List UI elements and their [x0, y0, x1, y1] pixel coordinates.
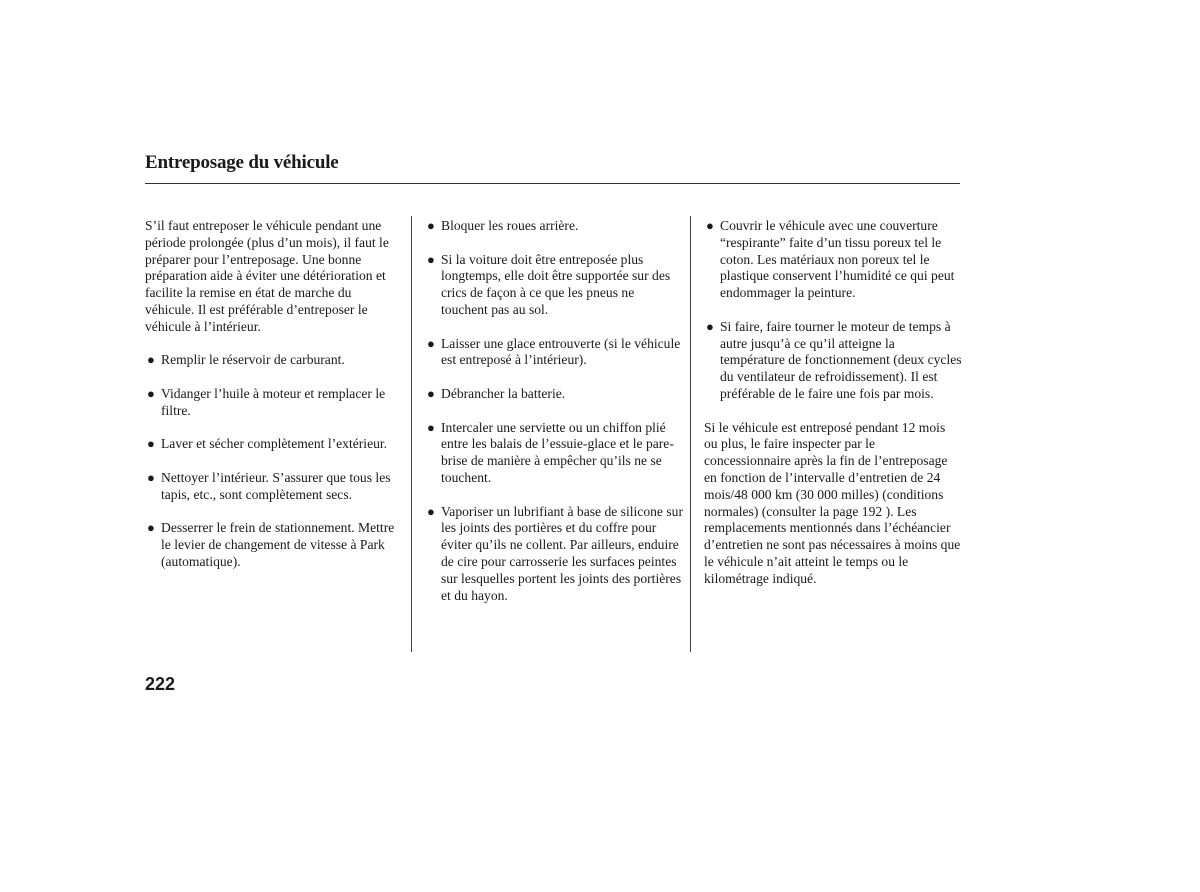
bullet-list	[145, 352, 401, 570]
bullet-icon: ●	[427, 251, 435, 267]
bullet-icon: ●	[147, 436, 155, 452]
column-2	[425, 218, 683, 621]
list-item	[425, 336, 683, 370]
column-3	[704, 218, 962, 604]
column-divider	[411, 216, 412, 652]
bullet-icon: ●	[706, 318, 714, 334]
list-item-text: Nettoyer l’intérieur. S’assurer que tous les tapis, etc., sont complètement secs.	[161, 469, 391, 502]
list-item	[145, 470, 401, 504]
list-item-text: Si la voiture doit être entreposée plus longtemps, elle doit être supportée sur des crics de façon à ce que les pneus ne touchent pas au sol.	[441, 251, 671, 317]
column-1	[145, 218, 401, 588]
list-item-text: Remplir le réservoir de carburant.	[161, 352, 345, 368]
bullet-list	[704, 218, 962, 403]
list-item	[704, 319, 962, 403]
bullet-icon: ●	[427, 218, 435, 233]
list-item-text: Desserrer le frein de stationnement. Mettre le levier de changement de vitesse à Park (automatique).	[161, 520, 395, 569]
bullet-icon: ●	[147, 520, 155, 536]
list-item-text: Vaporiser un lubrifiant à base de silicone sur les joints des portières et du coffre pour éviter qu’ils ne collent. Par ailleurs, enduire de cire pour carrosserie les surfaces peintes sur lesquelles portent les joints des portières et du hayon.	[441, 503, 683, 603]
list-item-text: Débrancher la batterie.	[441, 385, 566, 401]
list-item-text: Bloquer les roues arrière.	[441, 218, 579, 233]
intro-paragraph: S’il faut entreposer le véhicule pendant une période prolongée (plus d’un mois), il faut le préparer pour l’entreposage. Une bonne préparation aide à éviter une détérioration et facilite la remise en état de marche du véhicule. Il est préférable d’entreposer le véhicule à l’intérieur.	[145, 218, 389, 334]
list-item	[145, 352, 401, 369]
list-item	[425, 386, 683, 403]
closing-paragraph: Si le véhicule est entreposé pendant 12 mois ou plus, le faire inspecter par le concessionnaire après la fin de l’entreposage en fonction de l’intervalle d’entretien de 24 mois/48 000 km (30 000 milles) (conditions normales) (consulter la page 192 ). Les remplacements mentionnés dans l’échéancier d’entretien ne sont pas nécessaires à moins que le véhicule n’ait atteint le temps ou le kilométrage indiqué.	[704, 419, 961, 586]
page-number: 222	[145, 674, 176, 694]
list-item-text: Laver et sécher complètement l’extérieur.	[161, 436, 388, 452]
list-item-text: Laisser une glace entrouverte (si le véhicule est entreposé à l’intérieur).	[441, 335, 681, 368]
bullet-icon: ●	[147, 352, 155, 368]
list-item-text: Intercaler une serviette ou un chiffon plié entre les balais de l’essuie-glace et le pare-brise de manière à empêcher qu’ils ne se touchent.	[441, 419, 674, 485]
column-divider	[690, 216, 691, 652]
bullet-icon: ●	[427, 503, 435, 519]
bullet-icon: ●	[427, 385, 435, 401]
bullet-icon: ●	[427, 335, 435, 351]
page-title: Entreposage du véhicule	[145, 152, 339, 173]
list-item	[425, 252, 683, 319]
list-item	[145, 436, 401, 453]
bullet-icon: ●	[147, 469, 155, 485]
list-item	[425, 218, 683, 235]
list-item	[425, 504, 683, 605]
list-item-text: Si faire, faire tourner le moteur de temps à autre jusqu’à ce qu’il atteigne la température de fonctionnement (deux cycles du ventilateur de refroidissement). Il est préférable de le faire une fois par mois.	[720, 318, 962, 401]
bullet-icon: ●	[427, 419, 435, 435]
list-item	[704, 218, 962, 302]
bullet-list	[425, 218, 683, 604]
list-item-text: Couvrir le véhicule avec une couverture “respirante” faite d’un tissu poreux tel le coton. Les matériaux non poreux tel le plastique conservent l’humidité ce qui peut endommager la peinture.	[720, 218, 955, 301]
bullet-icon: ●	[147, 385, 155, 401]
list-item	[145, 386, 401, 420]
title-rule	[145, 183, 960, 184]
list-item	[145, 520, 401, 570]
bullet-icon: ●	[706, 218, 714, 233]
list-item	[425, 420, 683, 487]
list-item-text: Vidanger l’huile à moteur et remplacer le filtre.	[161, 385, 386, 418]
